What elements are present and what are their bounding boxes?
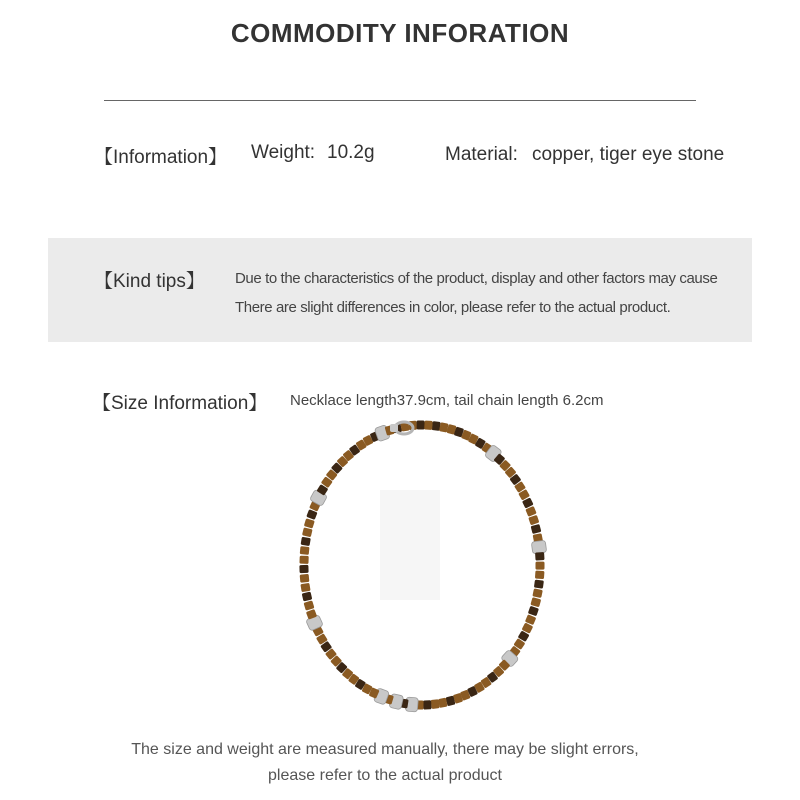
tiger-eye-bead (528, 606, 539, 617)
material-value: copper, tiger eye stone (532, 144, 725, 165)
tiger-eye-bead (301, 537, 311, 546)
tiger-eye-bead (438, 698, 447, 708)
tiger-eye-bead (417, 420, 425, 429)
tiger-eye-bead (532, 588, 542, 598)
size-information-text: Necklace length37.9cm, tail chain length 6.2cm (290, 392, 604, 409)
footer-note-line-1: The size and weight are measured manually, there may be slight errors, (131, 741, 639, 758)
information-label: 【Information】 (94, 147, 228, 168)
tiger-eye-bead (304, 518, 315, 528)
kind-tips-line-1: Due to the characteristics of the product, display and other factors may cause (235, 270, 718, 287)
size-information-label: 【Size Information】 (92, 393, 268, 414)
necklace-illustration (280, 415, 580, 730)
tiger-eye-bead (302, 527, 313, 537)
silver-spacer-bead (531, 540, 546, 554)
kind-tips-line-2: There are slight differences in color, please refer to the actual product. (235, 299, 671, 316)
tiger-eye-bead (423, 700, 431, 709)
tiger-eye-bead (300, 574, 310, 583)
tiger-eye-bead (531, 524, 542, 534)
necklace-image (280, 415, 580, 730)
background-reflection (380, 490, 440, 600)
tiger-eye-bead (528, 515, 539, 525)
kind-tips-label: 【Kind tips】 (94, 271, 205, 292)
material-label: Material: (445, 144, 518, 165)
tiger-eye-bead (432, 421, 441, 431)
tiger-eye-bead (424, 420, 432, 429)
tiger-eye-bead (534, 580, 544, 589)
tiger-eye-bead (535, 552, 544, 561)
tiger-eye-bead (300, 546, 310, 555)
tiger-eye-bead (300, 583, 310, 592)
tiger-eye-bead (299, 556, 308, 564)
title-divider (104, 100, 696, 101)
tiger-eye-bead (299, 565, 308, 573)
tiger-eye-bead (535, 570, 545, 579)
weight-label: Weight: (251, 142, 316, 163)
tiger-eye-bead (302, 592, 313, 602)
tiger-eye-bead (535, 562, 544, 570)
footer-note-line-2: please refer to the actual product (268, 767, 502, 784)
weight-value: 10.2g (327, 142, 375, 163)
tiger-eye-bead (530, 597, 541, 607)
tiger-eye-bead (304, 600, 315, 610)
tiger-eye-bead (431, 699, 440, 709)
page-title: COMMODITY INFORATION (230, 18, 570, 48)
